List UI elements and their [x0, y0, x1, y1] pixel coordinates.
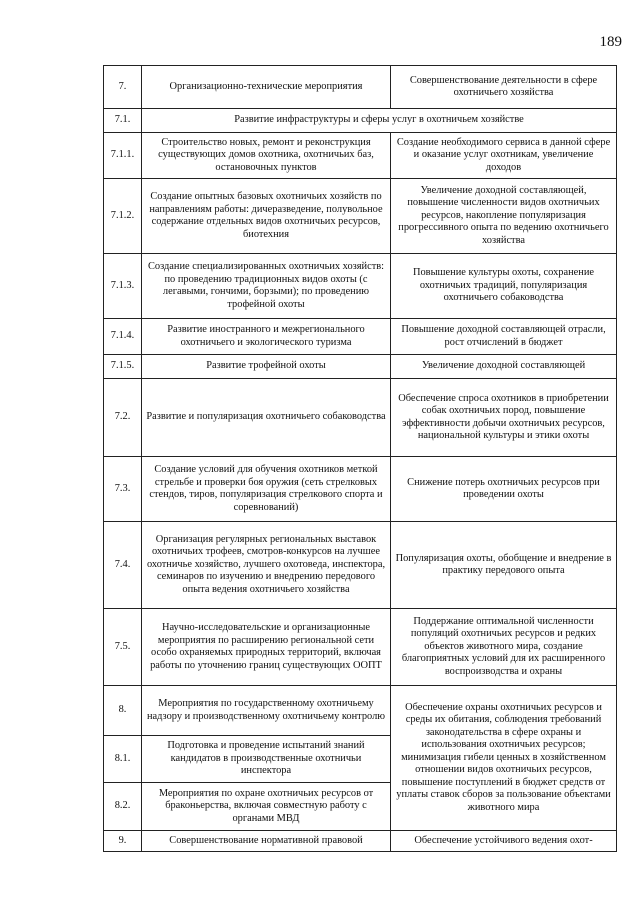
row-number: 7.1.2.: [104, 179, 142, 254]
activity-cell: Строительство новых, ремонт и реконструкция существующих домов охотника, охотничьих баз, остановочных пунктов: [142, 133, 391, 179]
table-row: [104, 831, 617, 852]
result-cell: Обеспечение устойчивого ведения охот-: [391, 831, 617, 852]
row-number: 8.: [104, 686, 142, 736]
row-number: 7.1.3.: [104, 254, 142, 319]
merged-result-cell: Обеспечение охраны охотничьих ресурсов и среды их обитания, соблюдения требований законодательства в сфере охраны и использования охотничьих ресурсов; минимизация гибели ценных в хозяйственном отношении видов охотничьих ресурсов, повышение поступлений в бюджет средств от уплаты ставок сборов за пользование объектами животного мира: [391, 686, 617, 831]
row-number: 7.1.: [104, 109, 142, 133]
row-number: 7.4.: [104, 522, 142, 609]
result-cell: Совершенствование деятельности в сфере охотничьего хозяйства: [391, 66, 617, 109]
row-number: 8.2.: [104, 783, 142, 831]
row-number: 7.2.: [104, 379, 142, 457]
activity-cell: Создание опытных базовых охотничьих хозяйств по направлениям работы: дичеразведение, полувольное содержание отдельных видов охотничьих ресурсов, биотехния: [142, 179, 391, 254]
table-row: [104, 133, 617, 179]
result-cell: Увеличение доходной составляющей: [391, 355, 617, 379]
section-title: Развитие инфраструктуры и сферы услуг в охотничьем хозяйстве: [142, 109, 617, 133]
result-cell: Повышение культуры охоты, сохранение охотничьих традиций, популяризация охотничьего собаководства: [391, 254, 617, 319]
activity-cell: Развитие иностранного и межрегионального охотничьего и экологического туризма: [142, 319, 391, 355]
table-row: [104, 254, 617, 319]
activity-cell: Подготовка и проведение испытаний знаний кандидатов в производственные охотничьи инспектора: [142, 736, 391, 783]
activity-cell: Развитие и популяризация охотничьего собаководства: [142, 379, 391, 457]
row-number: 7.3.: [104, 457, 142, 522]
row-number: 7.1.4.: [104, 319, 142, 355]
page-number: 189: [599, 34, 622, 50]
activity-cell: Организация регулярных региональных выставок охотничьих трофеев, смотров-конкурсов на лучшее охотничье хозяйство, лучшего охотоведа, инспектора, семинаров по изучению и внедрению передового опыта ведения охотничьего хозяйства: [142, 522, 391, 609]
result-cell: Увеличение доходной составляющей, повышение численности видов охотничьих ресурсов, накопление популяризация прогрессивного опыта по ведению охотничьего хозяйства: [391, 179, 617, 254]
activity-cell: Организационно-технические мероприятия: [142, 66, 391, 109]
section-row: [104, 109, 617, 133]
row-number: 7.5.: [104, 609, 142, 686]
result-cell: Популяризация охоты, обобщение и внедрение в практику передового опыта: [391, 522, 617, 609]
result-cell: Поддержание оптимальной численности популяций охотничьих ресурсов и редких объектов животного мира, создание благоприятных условий для их расширенного воспроизводства и охраны: [391, 609, 617, 686]
table-row: [104, 319, 617, 355]
table-row: [104, 686, 617, 736]
table-row: [104, 179, 617, 254]
row-number: 7.1.5.: [104, 355, 142, 379]
result-cell: Создание необходимого сервиса в данной сфере и оказание услуг охотникам, увеличение доходов: [391, 133, 617, 179]
table-row: [104, 66, 617, 109]
measures-table: [103, 65, 617, 852]
activity-cell: Научно-исследовательские и организационные мероприятия по расширению региональной сети особо охраняемых природных территорий, включая работы по уточнению границ существующих ООПТ: [142, 609, 391, 686]
activity-cell: Совершенствование нормативной правовой: [142, 831, 391, 852]
activity-cell: Мероприятия по государственному охотничьему надзору и производственному охотничьему контролю: [142, 686, 391, 736]
table-row: [104, 522, 617, 609]
result-cell: Снижение потерь охотничьих ресурсов при проведении охоты: [391, 457, 617, 522]
table-row: [104, 457, 617, 522]
result-cell: Повышение доходной составляющей отрасли, рост отчислений в бюджет: [391, 319, 617, 355]
activity-cell: Мероприятия по охране охотничьих ресурсов от браконьерства, включая совместную работу с органами МВД: [142, 783, 391, 831]
table-row: [104, 379, 617, 457]
activity-cell: Создание условий для обучения охотников меткой стрельбе и проверки боя оружия (сеть стрелковых стендов, тиров, популяризация стрелкового спорта и соревнований): [142, 457, 391, 522]
table-row: [104, 609, 617, 686]
activity-cell: Создание специализированных охотничьих хозяйств: по проведению традиционных видов охоты (с легавыми, гончими, борзыми); по проведению трофейной охоты: [142, 254, 391, 319]
activity-cell: Развитие трофейной охоты: [142, 355, 391, 379]
result-cell: Обеспечение спроса охотников в приобретении собак охотничьих пород, повышение эффективности добычи охотничьих ресурсов, национальной культуры и этики охоты: [391, 379, 617, 457]
row-number: 7.1.1.: [104, 133, 142, 179]
row-number: 7.: [104, 66, 142, 109]
table-row: [104, 355, 617, 379]
row-number: 8.1.: [104, 736, 142, 783]
row-number: 9.: [104, 831, 142, 852]
